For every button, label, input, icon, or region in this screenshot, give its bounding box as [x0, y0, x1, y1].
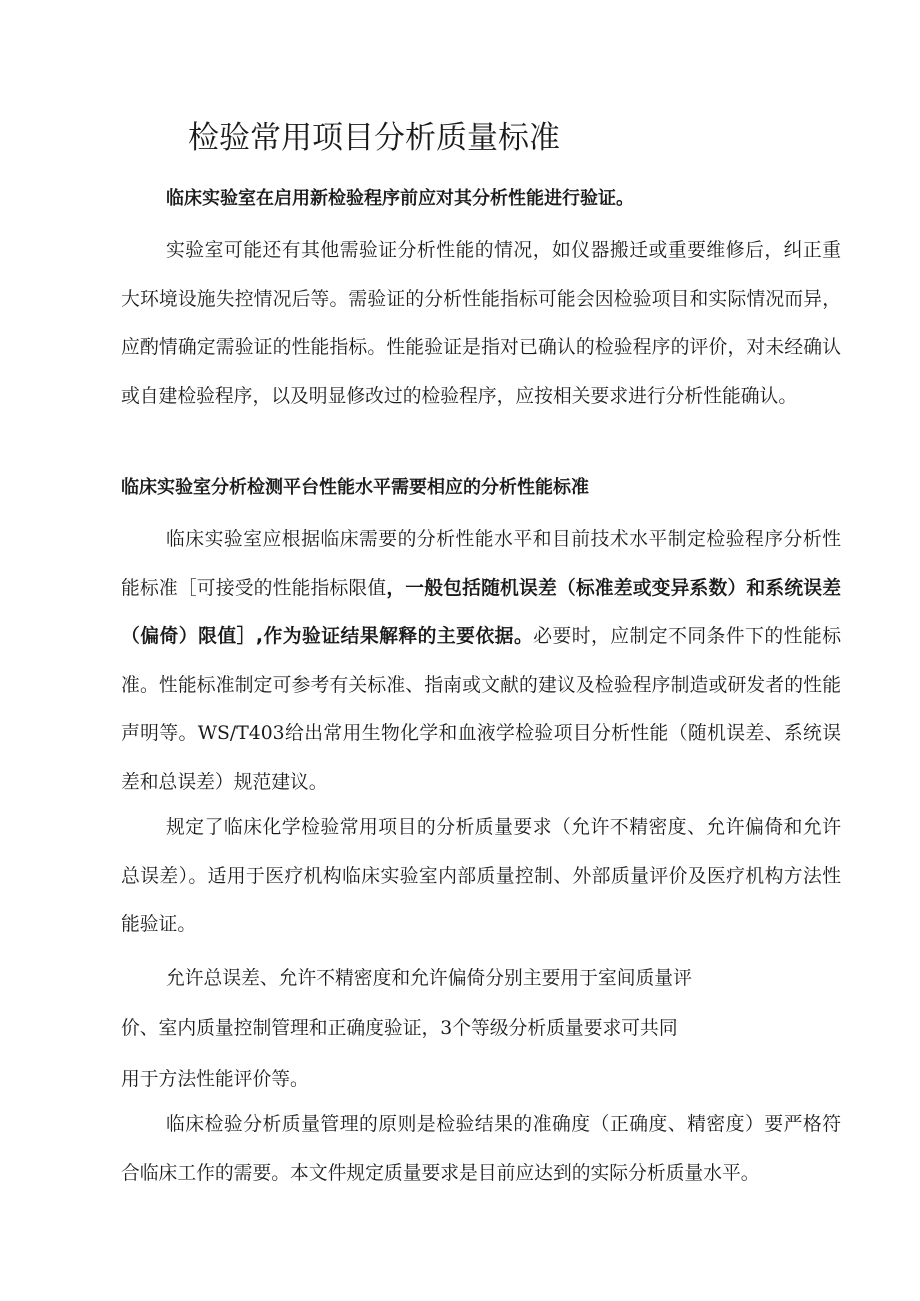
paragraph-text: 必要时，应制定不同条件下的性能标准。性能标准制定可参考有关标准、指南或文献的建议及检验程序制造或研发者的性能声明等。WS/T403给出常用生物化学和血液学检验项目分析性能（随机误差、系统误差和总误差）规范建议。 [121, 626, 841, 793]
section-heading-performance-standards: 临床实验室分析检测平台性能水平需要相应的分析性能标准 [121, 477, 589, 498]
paragraph-line: 允许总误差、允许不精密度和允许偏倚分别主要用于室间质量评 [166, 968, 692, 989]
section-heading-validation: 临床实验室在启用新检验程序前应对其分析性能进行验证。 [166, 188, 634, 209]
document-title: 检验常用项目分析质量标准 [188, 120, 560, 156]
paragraph-quality-requirements: 规定了临床化学检验常用项目的分析质量要求（允许不精密度、允许偏倚和允许总误差）。适用于医疗机构临床实验室内部质量控制、外部质量评价及医疗机构方法性能验证。 [121, 817, 841, 935]
paragraph-text: 临床实验室应根据临床需要的分析性能水平和目前技术水平制定检验程序分析性能标准［可接受的性能指标限值 [121, 529, 841, 599]
paragraph-validation-situations: 实验室可能还有其他需验证分析性能的情况，如仪器搬迁或重要维修后，纠正重大环境设施失控情况后等。需验证的分析性能指标可能会因检验项目和实际情况而异，应酌情确定需验证的性能指标。性能验证是指对已确认的检验程序的评价，对未经确认或自建检验程序，以及明显修改过的检验程序，应按相关要求进行分析性能确认。 [121, 240, 841, 407]
paragraph-bold-text: ，一般包括随机误差（标准差或变异系数）和系统误差（偏倚）限值］,作为验证结果解释的主要依据。 [121, 577, 842, 647]
paragraph-quality-principle: 临床检验分析质量管理的原则是检验结果的准确度（正确度、精密度）要严格符合临床工作的需要。本文件规定质量要求是目前应达到的实际分析质量水平。 [121, 1114, 841, 1184]
paragraph-line: 用于方法性能评价等。 [121, 1069, 309, 1090]
paragraph-line: 价、室内质量控制管理和正确度验证，3个等级分析质量要求可共同 [121, 1018, 678, 1039]
paragraph-performance-standards [121, 516, 841, 807]
